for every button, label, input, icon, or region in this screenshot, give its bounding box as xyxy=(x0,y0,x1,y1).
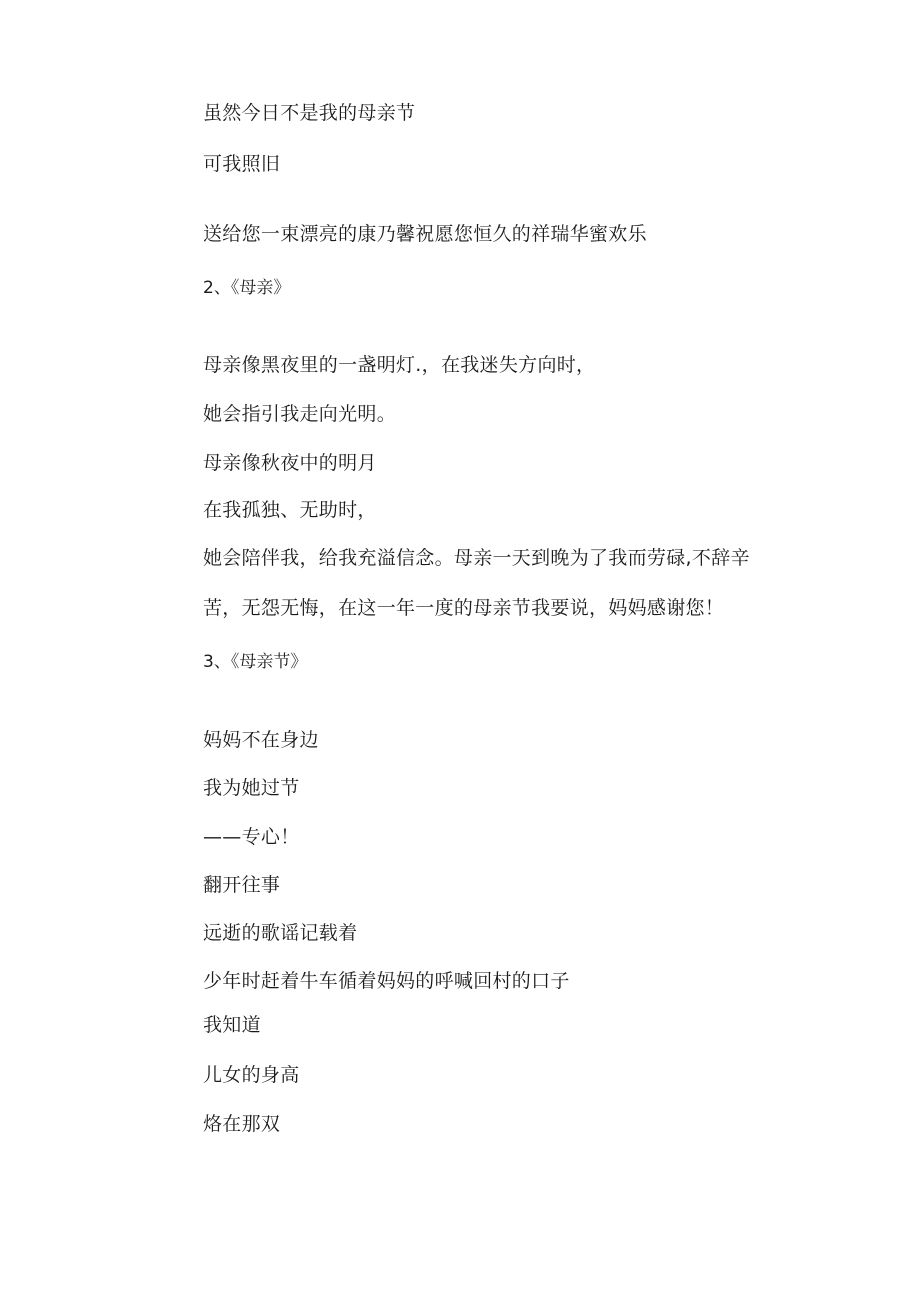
poem-line: 我知道 xyxy=(203,1014,261,1036)
poem-line: 她会指引我走向光明。 xyxy=(203,403,397,425)
poem-line: 可我照旧 xyxy=(203,153,281,175)
poem-line: 妈妈不在身边 xyxy=(203,729,319,751)
poem-heading: 3、《母亲节》 xyxy=(203,652,308,672)
poem-line: 我为她过节 xyxy=(203,777,300,799)
poem-line: 在我孤独、无助时， xyxy=(203,499,377,521)
poem-line: 送给您一束漂亮的康乃馨祝愿您恒久的祥瑞华蜜欢乐 xyxy=(203,223,647,245)
poem-line: 母亲像秋夜中的明月 xyxy=(203,452,377,474)
poem-line: 远逝的歌谣记载着 xyxy=(203,922,358,944)
poem-line: 苦，无怨无悔，在这一年一度的母亲节我要说，妈妈感谢您！ xyxy=(203,597,725,619)
poem-line: ——专心！ xyxy=(203,826,300,848)
poem-line: 虽然今日不是我的母亲节 xyxy=(203,102,416,124)
poem-heading: 2、《母亲》 xyxy=(203,278,291,298)
poem-line: 烙在那双 xyxy=(203,1113,281,1135)
poem-line: 母亲像黑夜里的一盏明灯.，在我迷失方向时， xyxy=(203,354,596,376)
poem-line: 翻开往事 xyxy=(203,874,281,896)
poem-line: 儿女的身高 xyxy=(203,1064,300,1086)
poem-line: 少年时赶着牛车循着妈妈的呼喊回村的口子 xyxy=(203,970,570,992)
poem-line: 她会陪伴我，给我充溢信念。母亲一天到晚为了我而劳碌,不辞辛 xyxy=(203,547,750,569)
